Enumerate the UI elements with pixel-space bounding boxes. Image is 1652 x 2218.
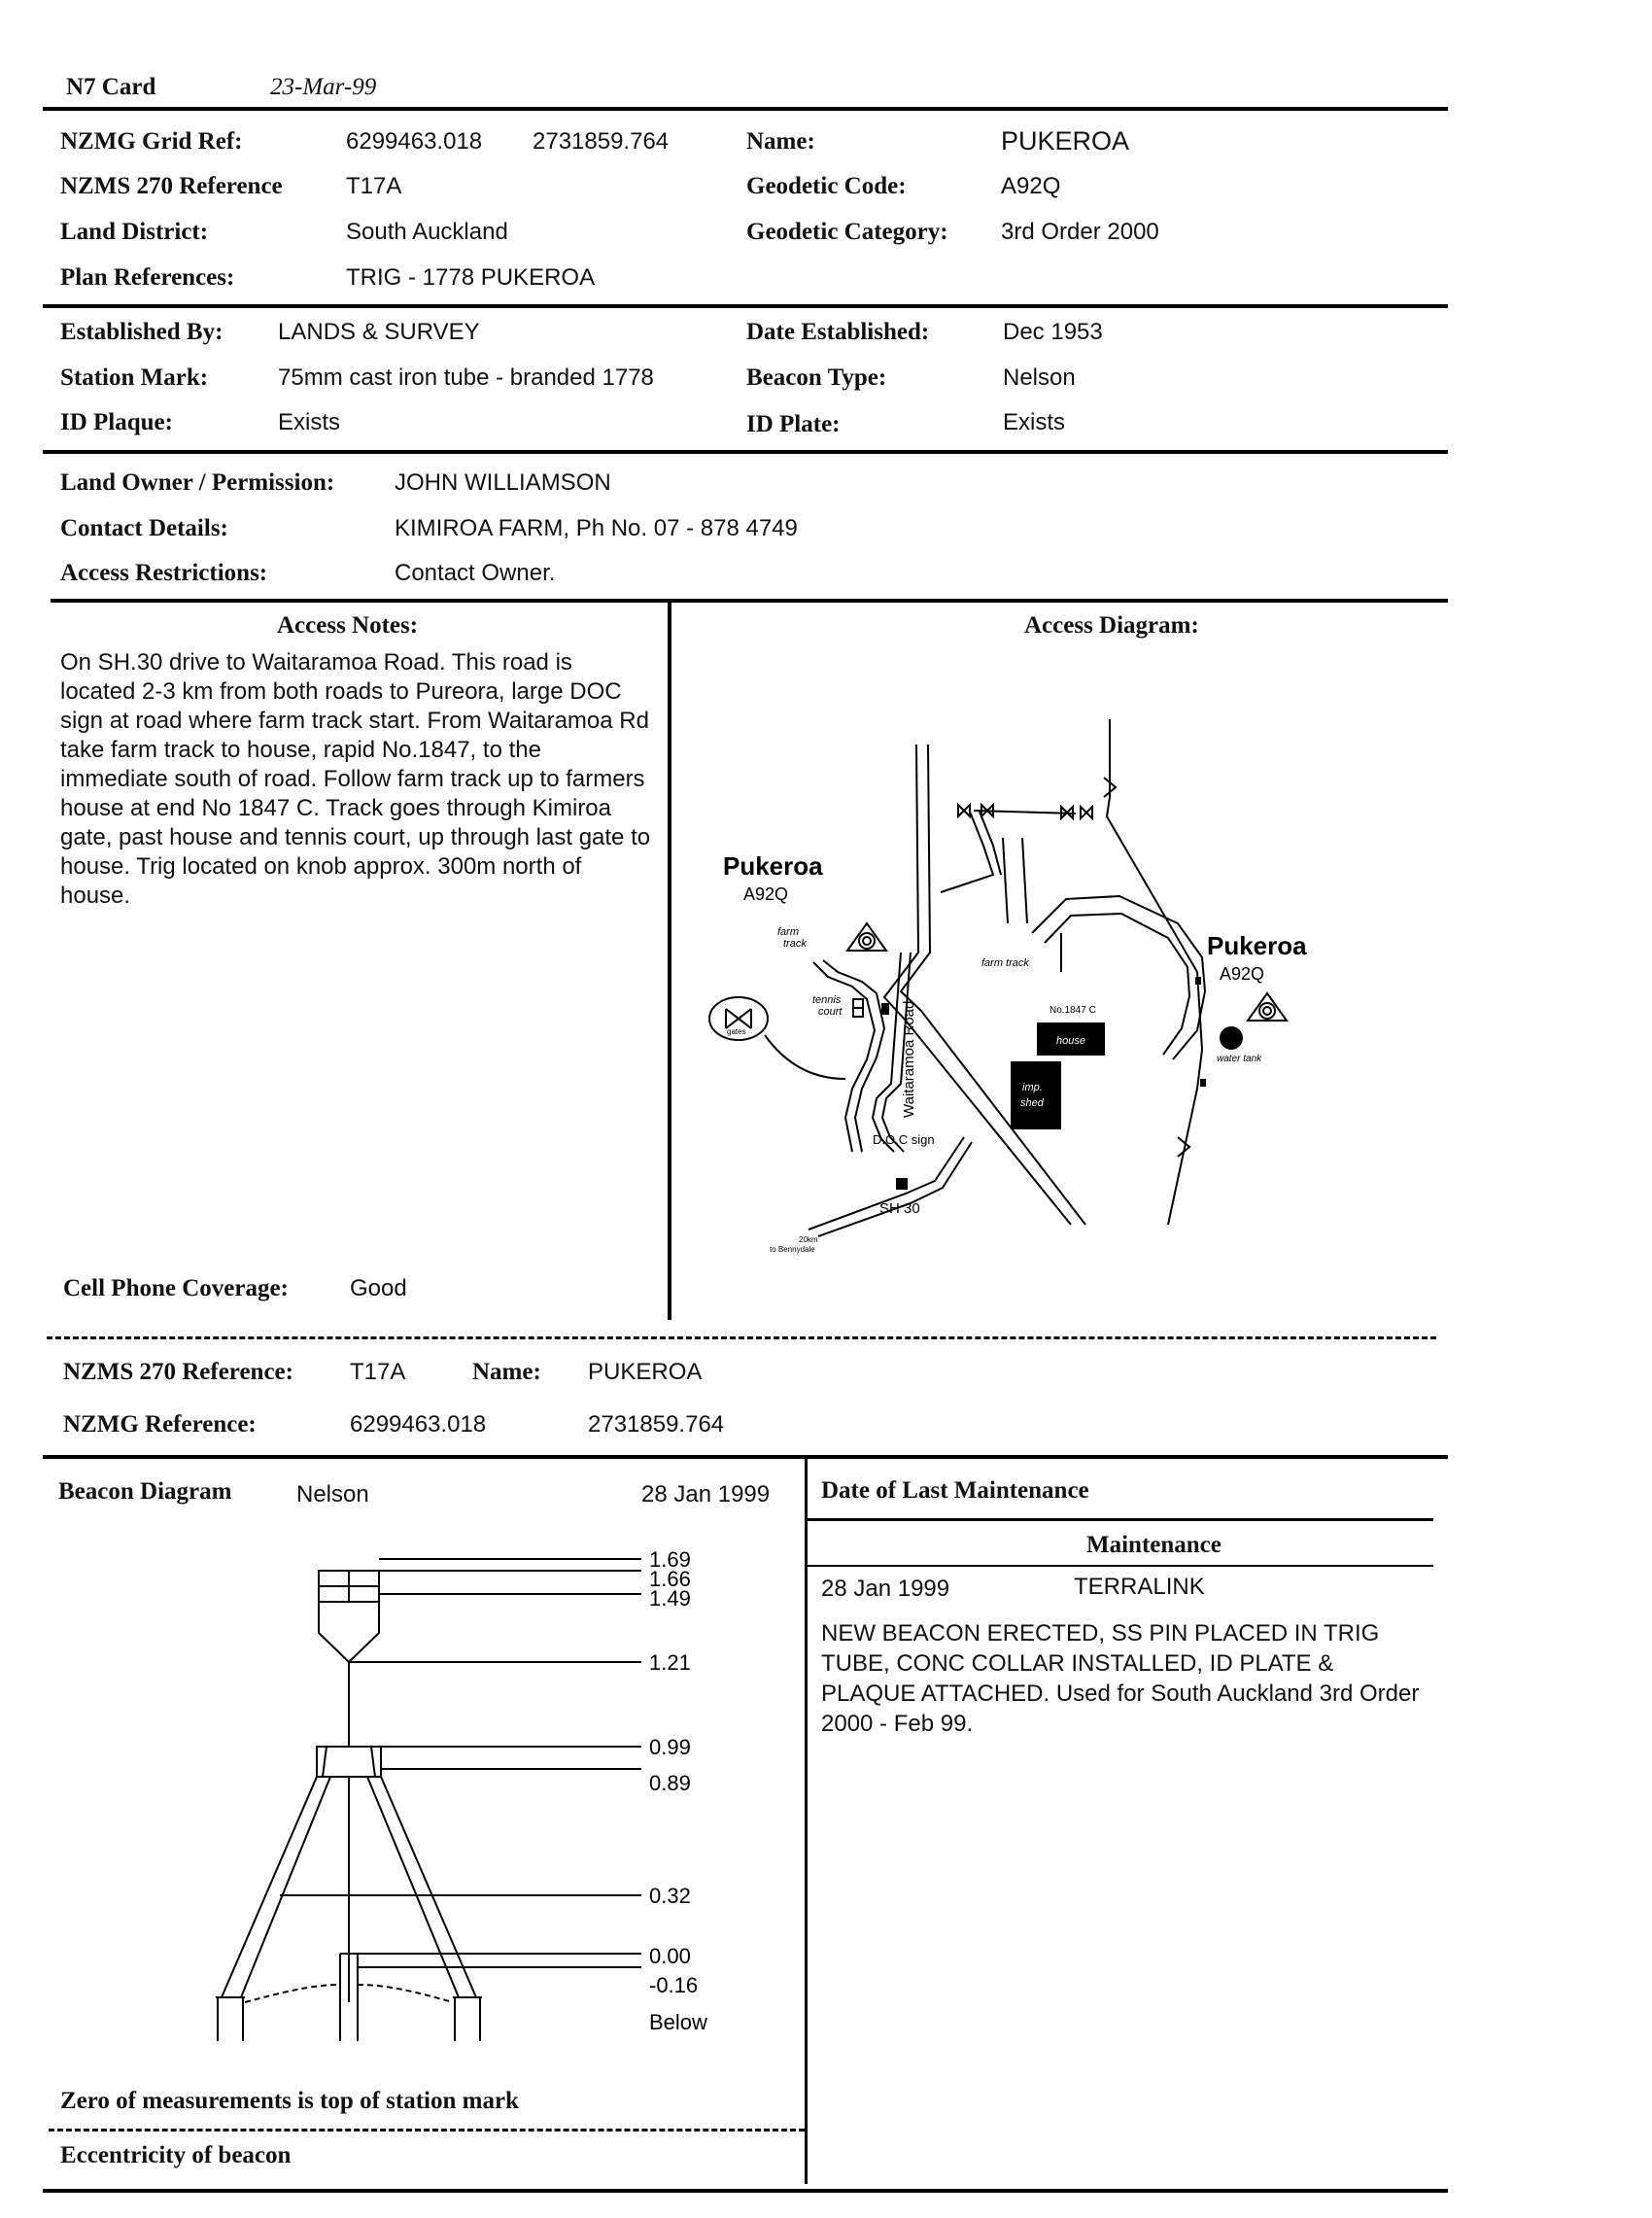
height-1-66: 1.66 — [649, 1567, 691, 1591]
house-label: house — [1056, 1035, 1085, 1047]
distance-label-1: 20km — [799, 1235, 818, 1244]
lower-column-divider — [805, 1459, 808, 2184]
height-0-00: 0.00 — [649, 1944, 691, 1968]
card-date: 23-Mar-99 — [270, 74, 377, 100]
trig-label-left: Pukeroa — [723, 851, 823, 881]
geodetic-code-value: A92Q — [1001, 173, 1061, 199]
id-plaque-value: Exists — [278, 409, 341, 435]
rule-grid — [43, 304, 1448, 308]
geodetic-code-label: Geodetic Code: — [746, 173, 907, 199]
access-restrictions-label: Access Restrictions: — [60, 560, 268, 586]
ref2-nzmg-label: NZMG Reference: — [63, 1411, 257, 1438]
ref2-nzmg-north: 6299463.018 — [350, 1411, 487, 1438]
doc-sign-label: D.O.C sign — [873, 1132, 935, 1147]
beacon-diagram-title: Beacon Diagram — [58, 1478, 232, 1505]
height-1-49: 1.49 — [649, 1586, 691, 1611]
contact-details-label: Contact Details: — [60, 515, 228, 541]
maintenance-date: 28 Jan 1999 — [821, 1576, 950, 1602]
rule-owner — [51, 599, 1448, 603]
name-value: PUKEROA — [1001, 126, 1130, 156]
last-maintenance-label: Date of Last Maintenance — [821, 1477, 1089, 1504]
cell-coverage-label: Cell Phone Coverage: — [63, 1275, 289, 1301]
beacon-type-label: Beacon Type: — [746, 364, 887, 391]
beacon-cut-line — [49, 2129, 805, 2131]
farm-track-left-2: track — [783, 938, 807, 950]
tennis-court-2: court — [818, 1006, 843, 1018]
access-restrictions-value: Contact Owner. — [395, 560, 556, 586]
id-plate-label: ID Plate: — [746, 411, 841, 437]
rule-bottom — [43, 2189, 1448, 2193]
established-by-label: Established By: — [60, 319, 224, 345]
water-tank-label: water tank — [1217, 1054, 1262, 1064]
access-notes-title: Access Notes: — [277, 612, 419, 639]
rule-maintenance-top — [807, 1518, 1433, 1521]
id-plate-value: Exists — [1003, 409, 1066, 435]
rule-header — [43, 107, 1448, 111]
height-below: Below — [649, 2010, 707, 2034]
farm-track-left-1: farm — [777, 926, 799, 938]
cut-line — [47, 1336, 1436, 1339]
id-plaque-label: ID Plaque: — [60, 409, 173, 435]
nzms-value: T17A — [346, 173, 402, 199]
house-number-label: No.1847 C — [1050, 1005, 1096, 1016]
farm-track-right-label: farm track — [981, 957, 1029, 969]
access-diagram — [672, 641, 1372, 1273]
shed-label-2: shed — [1020, 1097, 1044, 1109]
trig-code-left: A92Q — [743, 884, 789, 904]
height-minus-0-16: -0.16 — [649, 1973, 699, 1997]
trig-label-right: Pukeroa — [1207, 931, 1307, 960]
station-mark-label: Station Mark: — [60, 364, 209, 391]
beacon-type-value: Nelson — [1003, 364, 1076, 391]
height-0-99: 0.99 — [649, 1735, 691, 1759]
ref2-nzms-label: NZMS 270 Reference: — [63, 1359, 293, 1385]
ref2-name-label: Name: — [472, 1359, 541, 1385]
cell-coverage-value: Good — [350, 1275, 407, 1301]
maintenance-by: TERRALINK — [1074, 1574, 1205, 1600]
beacon-type: Nelson — [296, 1481, 369, 1508]
rule-maintenance-header — [807, 1565, 1433, 1567]
sh30-label: SH 30 — [879, 1200, 920, 1217]
access-notes-text: On SH.30 drive to Waitaramoa Road. This road is located 2-3 km from both roads to Pureora, large DOC sign at road where farm track start. From Waitaramoa Rd take farm track to house, rapid No.1847, to the immediate south of road. Follow farm track up to farmers house at end No 1847 C. Track goes through Kimiroa gate, past house and tennis court, up through last gate to house. Trig located on knob approx. 300m north of house. — [60, 649, 651, 909]
beacon-date: 28 Jan 1999 — [641, 1481, 771, 1508]
contact-details-value: KIMIROA FARM, Ph No. 07 - 878 4749 — [395, 515, 798, 541]
ref2-nzmg-east: 2731859.764 — [588, 1411, 725, 1438]
maintenance-text: NEW BEACON ERECTED, SS PIN PLACED IN TRIG TUBE, CONC COLLAR INSTALLED, ID PLATE & PLAQUE ATTACHED. Used for South Auckland 3rd Order 2000 - Feb 99. — [821, 1620, 1420, 1737]
gates-label: gates — [727, 1027, 746, 1036]
road-label: Waitaramoa Road — [901, 1000, 917, 1118]
land-owner-label: Land Owner / Permission: — [60, 469, 335, 496]
plan-references-label: Plan References: — [60, 264, 235, 291]
name-label: Name: — [746, 128, 815, 155]
trig-code-right: A92Q — [1220, 964, 1265, 984]
height-1-21: 1.21 — [649, 1650, 691, 1675]
rule-established — [43, 450, 1448, 454]
nzms-label: NZMS 270 Reference — [60, 173, 283, 199]
height-0-89: 0.89 — [649, 1771, 691, 1795]
access-diagram-title: Access Diagram: — [1024, 612, 1199, 639]
distance-label-2: to Bennydale — [770, 1245, 815, 1254]
eccentricity-label: Eccentricity of beacon — [60, 2142, 292, 2168]
ref2-name-value: PUKEROA — [588, 1359, 703, 1385]
nzmg-north: 6299463.018 — [346, 128, 483, 155]
zero-note: Zero of measurements is top of station mark — [60, 2088, 519, 2114]
nzmg-grid-label: NZMG Grid Ref: — [60, 128, 243, 155]
land-owner-value: JOHN WILLIAMSON — [395, 469, 611, 496]
established-by-value: LANDS & SURVEY — [278, 319, 480, 345]
station-mark-value: 75mm cast iron tube - branded 1778 — [278, 364, 654, 391]
tennis-court-1: tennis — [812, 994, 842, 1006]
date-established-value: Dec 1953 — [1003, 319, 1103, 345]
nzmg-east: 2731859.764 — [533, 128, 670, 155]
height-0-32: 0.32 — [649, 1884, 691, 1908]
rule-ref2 — [43, 1455, 1448, 1459]
card-title: N7 Card — [66, 74, 156, 100]
date-established-label: Date Established: — [746, 319, 930, 345]
shed-label-1: imp. — [1022, 1082, 1043, 1093]
geodetic-category-label: Geodetic Category: — [746, 219, 948, 245]
beacon-drawing — [194, 1536, 777, 2061]
plan-references-value: TRIG - 1778 PUKEROA — [346, 264, 596, 291]
land-district-label: Land District: — [60, 219, 209, 245]
access-column-divider — [668, 603, 671, 1320]
land-district-value: South Auckland — [346, 219, 508, 245]
ref2-nzms-value: T17A — [350, 1359, 406, 1385]
geodetic-category-value: 3rd Order 2000 — [1001, 219, 1159, 245]
height-1-69: 1.69 — [649, 1547, 691, 1572]
maintenance-header: Maintenance — [1086, 1532, 1222, 1558]
